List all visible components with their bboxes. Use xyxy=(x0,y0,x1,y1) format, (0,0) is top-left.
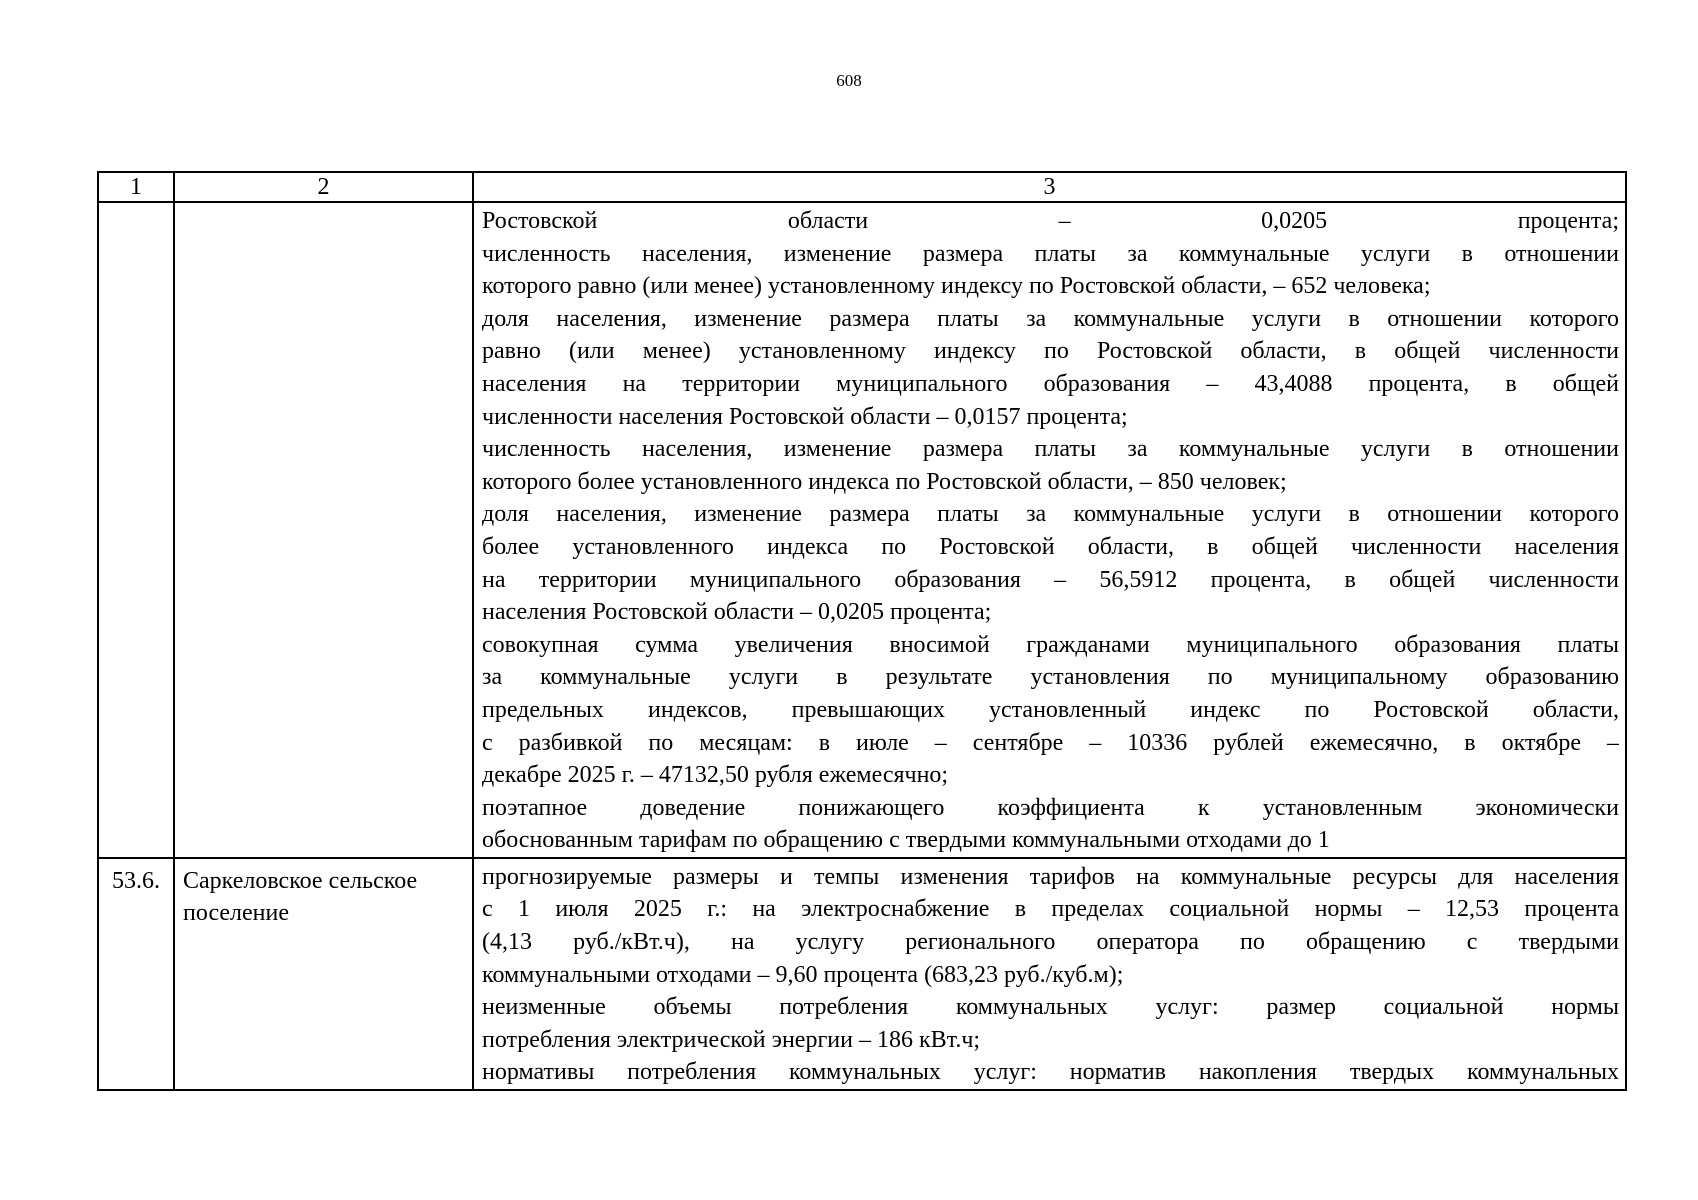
text-line: за коммунальные услуги в результате установления по муниципальному образованию xyxy=(482,664,1619,691)
text-line: прогнозируемые размеры и темпы изменения тарифов на коммунальные ресурсы для населения xyxy=(482,863,1619,890)
table-row xyxy=(98,858,1626,1090)
text-line: которого более установленного индекса по Ростовской области, – 850 человек; xyxy=(482,468,1287,495)
header-cell-1: 1 xyxy=(98,172,174,202)
text-line: численность населения, изменение размера платы за коммунальные услуги в отношении xyxy=(482,240,1619,267)
text-line: населения на территории муниципального образования – 43,4088 процента, в общей xyxy=(482,370,1619,397)
text-line: обоснованным тарифам по обращению с твердыми коммунальными отходами до 1 xyxy=(482,827,1330,854)
municipality-name: Саркеловское сельское поселение xyxy=(174,858,473,1090)
text-line: предельных индексов, превышающих установленный индекс по Ростовской области, xyxy=(482,696,1619,723)
table-header-row xyxy=(98,172,1626,202)
text-line: которого равно (или менее) установленному индексу по Ростовской области, – 652 человека; xyxy=(482,273,1431,300)
row-number xyxy=(98,202,174,858)
document-table xyxy=(97,171,1627,1091)
row-description xyxy=(473,202,1626,858)
text-line: более установленного индекса по Ростовской области, в общей численности населения xyxy=(482,533,1619,560)
text-line: поэтапное доведение понижающего коэффициента к установленным экономически xyxy=(482,794,1619,821)
text-line: доля населения, изменение размера платы за коммунальные услуги в отношении которого xyxy=(482,305,1619,332)
text-line: (4,13 руб./кВт.ч), на услугу регионального оператора по обращению с твердыми xyxy=(482,929,1619,956)
text-line: потребления электрической энергии – 186 кВт.ч; xyxy=(482,1026,981,1053)
text-line: населения Ростовской области – 0,0205 процента; xyxy=(482,599,992,626)
text-line: Ростовской области – 0,0205 процента; xyxy=(482,208,1619,234)
text-line: на территории муниципального образования – 56,5912 процента, в общей численности xyxy=(482,566,1619,593)
text-line: с разбивкой по месяцам: в июле – сентябре – 10336 рублей ежемесячно, в октябре – xyxy=(482,729,1619,756)
table-row xyxy=(98,202,1626,858)
text-line: коммунальными отходами – 9,60 процента (683,23 руб./куб.м); xyxy=(482,961,1124,988)
text-line: неизменные объемы потребления коммунальных услуг: размер социальной нормы xyxy=(482,994,1619,1021)
page-number: 608 xyxy=(836,71,862,90)
text-line: нормативы потребления коммунальных услуг: норматив накопления твердых коммунальных xyxy=(482,1059,1619,1086)
row-number: 53.6. xyxy=(98,858,174,1090)
text-line: декабре 2025 г. – 47132,50 рубля ежемесячно; xyxy=(482,762,949,789)
text-line: численности населения Ростовской области – 0,0157 процента; xyxy=(482,403,1128,430)
header-cell-2: 2 xyxy=(174,172,473,202)
text-line: численность населения, изменение размера платы за коммунальные услуги в отношении xyxy=(482,436,1619,463)
header-cell-3: 3 xyxy=(473,172,1626,202)
text-line: совокупная сумма увеличения вносимой гражданами муниципального образования платы xyxy=(482,631,1619,658)
text-line: с 1 июля 2025 г.: на электроснабжение в пределах социальной нормы – 12,53 процента xyxy=(482,896,1619,923)
text-line: доля населения, изменение размера платы за коммунальные услуги в отношении которого xyxy=(482,501,1619,528)
text-line: равно (или менее) установленному индексу по Ростовской области, в общей численности xyxy=(482,338,1619,365)
row-description xyxy=(473,858,1626,1090)
municipality-name xyxy=(174,202,473,858)
